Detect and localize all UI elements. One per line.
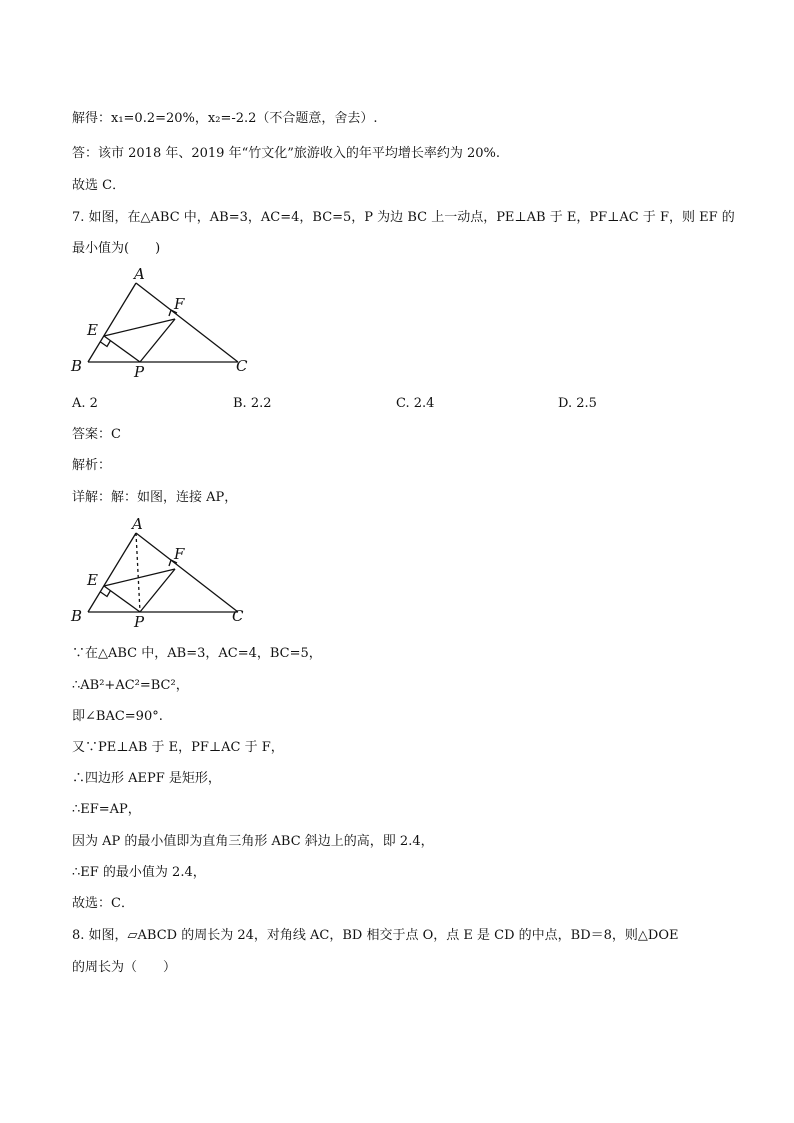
label-F: F [174, 295, 185, 313]
step-5: ∴四边形 AEPF 是矩形， [72, 771, 221, 786]
solution-line: 解得：x₁=0.2=20%，x₂=-2.2（不合题意，舍去）. [72, 111, 378, 126]
label-P: P [134, 613, 145, 630]
label-E: E [87, 571, 98, 589]
label-A: A [132, 515, 143, 533]
label-E: E [87, 321, 98, 339]
triangle-figure-2 [66, 515, 266, 630]
label-B: B [71, 357, 83, 375]
step-2: ∴AB²+AC²=BC²， [72, 678, 189, 693]
question-7-text: 7. 如图，在△ABC 中，AB=3，AC=4，BC=5，P 为边 BC 上一动点，PE⊥AB 于 E，PF⊥AC 于 F，则 EF 的 [72, 210, 735, 225]
step-1: ∵在△ABC 中，AB=3，AC=4，BC=5， [72, 646, 322, 661]
label-P: P [134, 363, 145, 380]
step-8: ∴EF 的最小值为 2.4， [72, 865, 206, 880]
label-C: C [236, 357, 248, 375]
option-c: C. 2.4 [396, 396, 435, 411]
choice-line: 故选 C． [72, 178, 126, 193]
answer-label: 答案：C [72, 427, 121, 442]
triangle-figure-1 [66, 265, 266, 380]
question-8-text: 8. 如图，▱ABCD 的周长为 24，对角线 AC，BD 相交于点 O，点 E 是 CD 的中点，BD＝8，则△DOE [72, 928, 679, 943]
label-A: A [134, 265, 145, 283]
option-d: D. 2.5 [558, 396, 597, 411]
label-B: B [71, 607, 83, 625]
step-6: ∴EF=AP， [72, 802, 141, 817]
step-4: 又∵PE⊥AB 于 E，PF⊥AC 于 F， [72, 740, 284, 755]
step-3: 即∠BAC=90°. [72, 709, 163, 724]
question-8-text-cont: 的周长为（ ） [72, 960, 177, 975]
option-b: B. 2.2 [233, 396, 272, 411]
step-7: 因为 AP 的最小值即为直角三角形 ABC 斜边上的高，即 2.4， [72, 834, 434, 849]
label-F: F [174, 545, 185, 563]
question-7-text-cont: 最小值为( ) [72, 241, 161, 256]
label-C: C [232, 607, 244, 625]
option-a: A. 2 [72, 396, 98, 411]
analysis-label: 解析： [72, 458, 112, 473]
answer-line: 答：该市 2018 年、2019 年“竹文化”旅游收入的年平均增长率约为 20%. [72, 146, 501, 161]
detail-label: 详解：解：如图，连接 AP， [72, 490, 238, 505]
step-9: 故选：C． [72, 896, 134, 911]
